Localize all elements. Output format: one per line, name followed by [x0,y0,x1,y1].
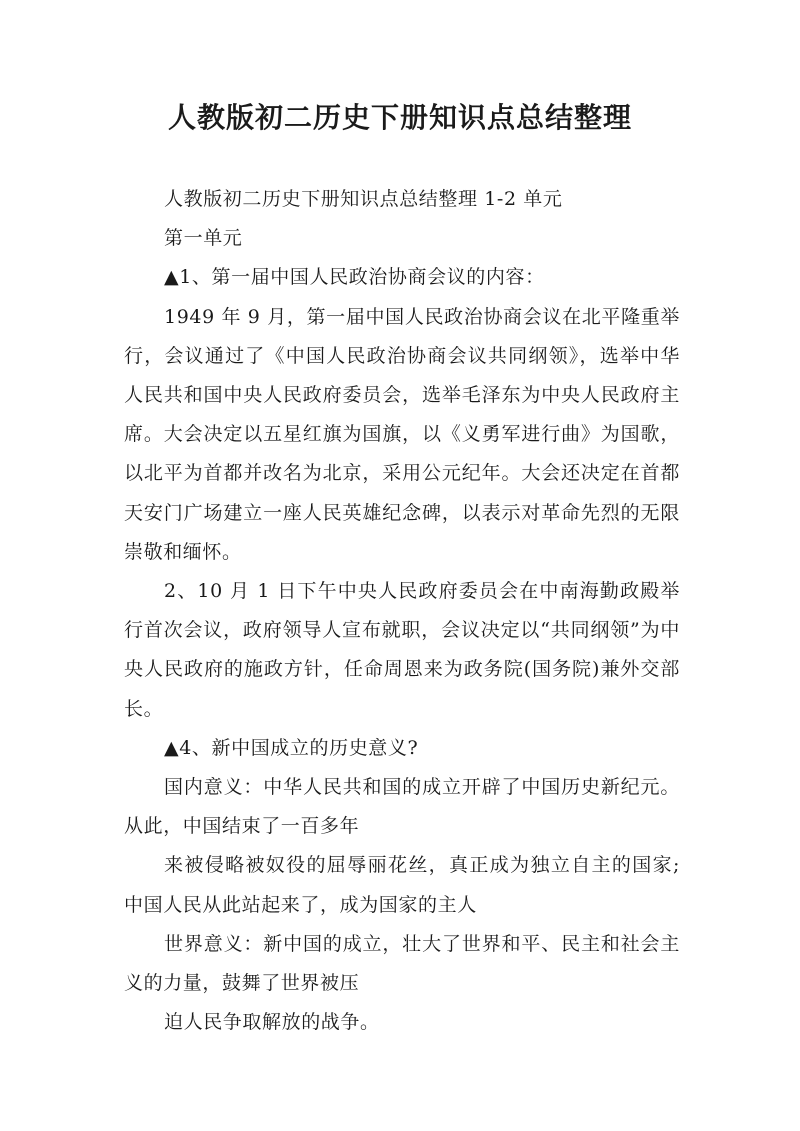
section-heading-4: ▲4、新中国成立的历史意义? [164,736,419,759]
paragraph-conference-content: 1949 年 9 月，第一届中国人民政治协商会议在北平隆重举行，会议通过了《中国人民政治协商会议共同纲领》，选举中华人民共和国中央人民政府委员会，选举毛泽东为中央人民政府主席。大会决定以五星红旗为国旗，以《义勇军进行曲》为国歌，以北平为首都并改名为北京，采用公元纪年。大会还决定在首都天安门广场建立一座人民英雄纪念碑，以表示对革命先烈的无限崇敬和缅怀。 [124,305,680,563]
document-title: 人教版初二历史下册知识点总结整理 [167,101,632,134]
section-heading-1: ▲1、第一届中国人民政治协商会议的内容： [164,266,545,289]
unit-heading: 第一单元 [164,227,243,250]
subtitle-paragraph: 人教版初二历史下册知识点总结整理 1-2 单元 [164,188,563,210]
paragraph-first-meeting: 2、10 月 1 日下午中央人民政府委员会在中南海勤政殿举行首次会议，政府领导人宣布就职，会议决定以“共同纲领”为中央人民政府的施政方针，任命周恩来为政务院(国务院)兼外交部长。 [124,580,680,720]
document-body [124,180,680,1042]
paragraph-world-significance: 世界意义：新中国的成立，壮大了世界和平、民主和社会主义的力量，鼓舞了世界被压 [124,932,680,995]
paragraph-domestic-significance-cont: 来被侵略被奴役的屈辱丽花丝，真正成为独立自主的国家;中国人民从此站起来了，成为国家的主人 [124,854,680,916]
paragraph-domestic-significance: 国内意义：中华人民共和国的成立开辟了中国历史新纪元。从此，中国结束了一百多年 [124,776,680,838]
paragraph-world-significance-cont: 迫人民争取解放的战争。 [164,1011,380,1034]
